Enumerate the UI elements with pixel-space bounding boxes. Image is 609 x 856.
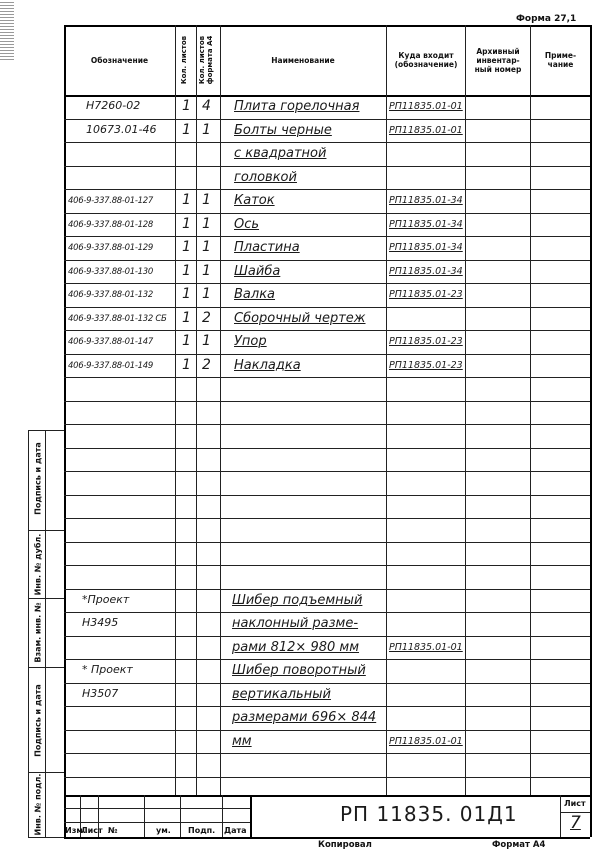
cell-name: Болты черные — [234, 123, 332, 138]
header-sheets-count: Кол. листов — [180, 35, 188, 85]
cell-where-used: РП11835.01-01 — [389, 125, 463, 136]
cell-designation: 406-9-337.88-01-130 — [68, 267, 153, 277]
cell-name: Накладка — [234, 358, 301, 373]
row-divider — [64, 518, 590, 519]
row-divider — [64, 307, 590, 308]
cell-sheets: 1 — [182, 263, 191, 279]
side-label-sign-date-2: Подпись и дата — [33, 684, 43, 757]
cell-designation: Н3495 — [82, 616, 119, 629]
cell-sheets: 1 — [182, 98, 191, 114]
tb-date: Дата — [224, 826, 247, 835]
cell-designation: 406-9-337.88-01-129 — [68, 243, 153, 253]
cell-name: Валка — [234, 287, 276, 302]
cell-name: Шайба — [234, 264, 281, 279]
row-divider — [64, 471, 590, 472]
row-divider — [64, 236, 590, 237]
cell-name: Сборочный чертеж — [234, 311, 366, 326]
row-divider — [64, 401, 590, 402]
row-divider — [64, 565, 590, 566]
header-where-used: Куда входит (обозначение) — [394, 51, 458, 69]
cell-where-used: РП11835.01-23 — [389, 360, 463, 371]
cell-name: Плита горелочная — [234, 99, 360, 114]
cell-designation: * Проект — [82, 663, 133, 676]
row-divider — [64, 142, 590, 143]
row-divider — [64, 448, 590, 449]
tb-izm: Изм. — [65, 826, 86, 835]
cell-designation: 406-9-337.88-01-147 — [68, 337, 153, 347]
tb-sheet-no: 7 — [570, 813, 581, 833]
cell-designation: 406-9-337.88-01-149 — [68, 361, 153, 371]
cell-name: мм — [232, 734, 252, 749]
cell-designation: Н3507 — [82, 687, 119, 700]
cell-sheets: 1 — [182, 122, 191, 138]
row-divider — [64, 730, 590, 731]
cell-sheets: 1 — [182, 239, 191, 255]
cell-name: Шибер подъемный — [232, 593, 363, 608]
cell-name: Упор — [234, 334, 267, 349]
cell-a4-count: 1 — [202, 286, 211, 302]
cell-name: Шибер поворотный — [232, 663, 366, 678]
cell-name: размерами 696× 844 — [232, 710, 377, 725]
cell-where-used: РП11835.01-23 — [389, 289, 463, 300]
header-notes: Приме- чание — [544, 51, 577, 69]
cell-designation: 406-9-337.88-01-132 — [68, 290, 153, 300]
cell-designation: 406-9-337.88-01-132 СБ — [68, 314, 167, 324]
cell-a4-count: 1 — [202, 333, 211, 349]
row-divider — [64, 495, 590, 496]
cell-a4-count: 1 — [202, 192, 211, 208]
binding-edge — [0, 0, 14, 60]
row-divider — [64, 377, 590, 378]
row-divider — [64, 777, 590, 778]
side-label-inv-orig: Инв. № подл. — [33, 773, 43, 836]
tb-doc: ум. — [156, 826, 171, 835]
cell-designation: Н7260-02 — [86, 99, 141, 112]
footer-copied: Копировал — [318, 840, 372, 850]
row-divider — [64, 166, 590, 167]
cell-sheets: 1 — [182, 310, 191, 326]
row-divider — [64, 659, 590, 660]
cell-where-used: РП11835.01-23 — [389, 336, 463, 347]
cell-sheets: 1 — [182, 192, 191, 208]
side-label-inv-dupl: Инв. № дубл. — [33, 533, 43, 596]
row-divider — [64, 753, 590, 754]
cell-sheets: 1 — [182, 357, 191, 373]
row-divider — [64, 706, 590, 707]
header-archive-no: Архивный инвентар- ный номер — [474, 46, 522, 74]
cell-designation: 406-9-337.88-01-127 — [68, 196, 153, 206]
cell-name: рами 812× 980 мм — [232, 640, 360, 655]
cell-a4-count: 2 — [202, 310, 211, 326]
row-divider — [64, 119, 590, 120]
row-divider — [64, 589, 590, 590]
side-label-sign-date-1: Подпись и дата — [33, 442, 43, 515]
cell-where-used: РП11835.01-01 — [389, 642, 463, 653]
row-divider — [64, 330, 590, 331]
cell-name: Пластина — [234, 240, 300, 255]
row-divider — [64, 683, 590, 684]
header-a4-count: Кол. листов формата А4 — [198, 35, 214, 85]
cell-where-used: РП11835.01-34 — [389, 219, 463, 230]
tb-sheet-label: Лист — [564, 799, 586, 808]
tb-doc-no: № — [108, 826, 118, 835]
cell-a4-count: 2 — [202, 357, 211, 373]
row-divider — [64, 283, 590, 284]
cell-name: головкой — [234, 170, 297, 185]
header-designation: Обозначение — [90, 55, 149, 65]
cell-sheets: 1 — [182, 333, 191, 349]
cell-where-used: РП11835.01-34 — [389, 195, 463, 206]
row-divider — [64, 189, 590, 190]
cell-name: Ось — [234, 217, 260, 232]
cell-name: наклонный разме- — [232, 616, 359, 631]
cell-where-used: РП11835.01-01 — [389, 101, 463, 112]
cell-where-used: РП11835.01-34 — [389, 242, 463, 253]
cell-a4-count: 1 — [202, 216, 211, 232]
cell-a4-count: 4 — [202, 98, 211, 114]
row-divider — [64, 354, 590, 355]
cell-designation: 10673.01-46 — [86, 123, 157, 136]
cell-name: с квадратной — [234, 146, 327, 161]
cell-name: вертикальный — [232, 687, 331, 702]
cell-where-used: РП11835.01-34 — [389, 266, 463, 277]
row-divider — [64, 612, 590, 613]
header-name: Наименование — [271, 55, 335, 65]
document-code: РП 11835. 01Д1 — [340, 802, 518, 826]
side-label-vzam-inv: Взам. инв. № — [33, 602, 43, 663]
form-label: Форма 27,1 — [516, 14, 577, 24]
row-divider — [64, 424, 590, 425]
row-divider — [64, 636, 590, 637]
cell-a4-count: 1 — [202, 122, 211, 138]
row-divider — [64, 260, 590, 261]
cell-a4-count: 1 — [202, 239, 211, 255]
tb-list: Лист — [81, 826, 103, 835]
cell-sheets: 1 — [182, 216, 191, 232]
tb-sign: Подп. — [188, 826, 216, 835]
footer-format: Формат А4 — [492, 840, 546, 850]
cell-where-used: РП11835.01-01 — [389, 736, 463, 747]
cell-a4-count: 1 — [202, 263, 211, 279]
cell-sheets: 1 — [182, 286, 191, 302]
cell-name: Каток — [234, 193, 275, 208]
row-divider — [64, 213, 590, 214]
row-divider — [64, 542, 590, 543]
cell-designation: *Проект — [82, 593, 130, 606]
cell-designation: 406-9-337.88-01-128 — [68, 220, 153, 230]
